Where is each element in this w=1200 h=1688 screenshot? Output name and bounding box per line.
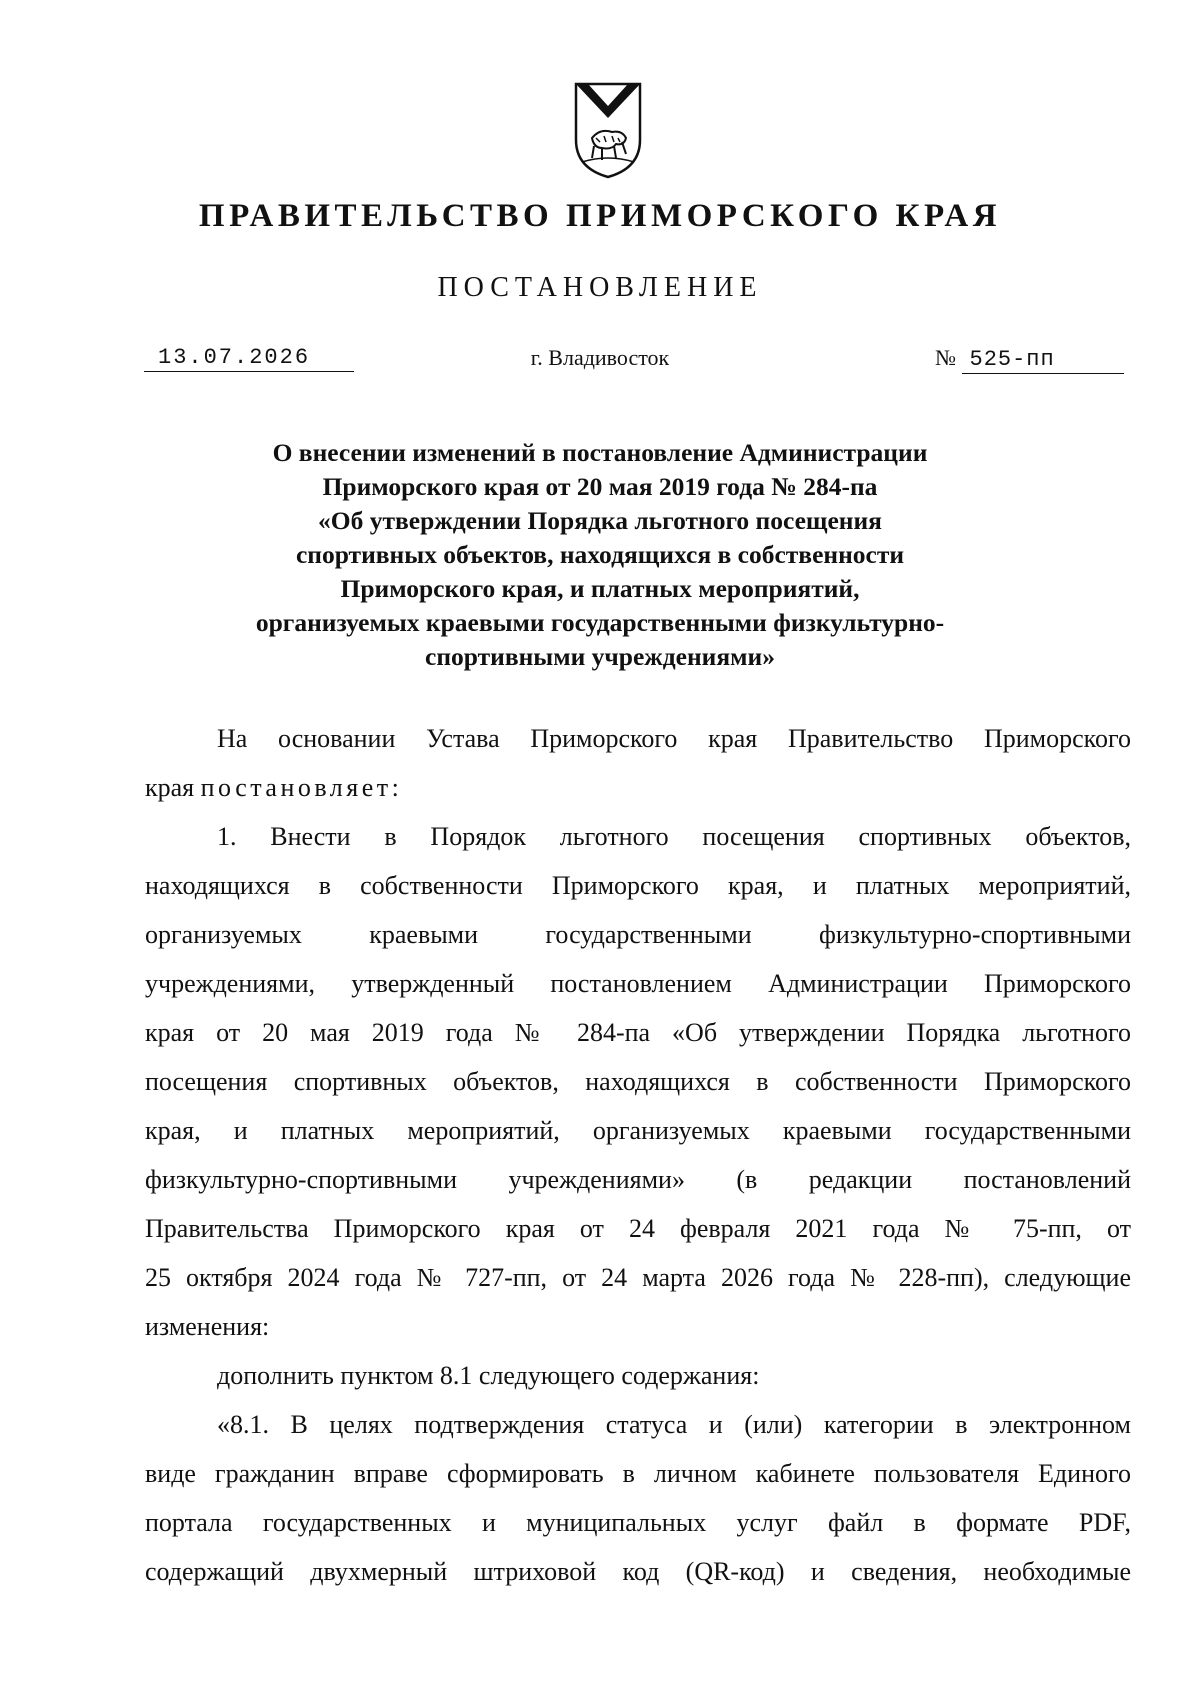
item-8-1-line: содержащий двухмерный штриховой код (QR-код) и сведения, необходимые — [145, 1557, 1131, 1586]
decree-word: постановляет: — [200, 773, 403, 802]
subject-line: спортивных объектов, находящихся в собственности — [295, 540, 905, 569]
document-city: г. Владивосток — [530, 345, 670, 370]
preamble-line: На основании Устава Приморского края Правительство Приморского — [217, 724, 1131, 753]
document-number-block — [935, 345, 1124, 374]
document-date: 13.07.2026 — [144, 345, 354, 372]
item-1-line: Правительства Приморского края от 24 февраля 2021 года № 75-пп, от — [145, 1214, 1131, 1243]
item-1-line: организуемых краевыми государственными физкультурно-спортивными — [145, 920, 1131, 949]
subject-line: Приморского края от 20 мая 2019 года № 284-па — [322, 472, 878, 501]
item-1-line: 25 октября 2024 года № 727-пп, от 24 марта 2026 года № 228-пп), следующие — [145, 1263, 1131, 1292]
item-1-line: края, и платных мероприятий, организуемых краевыми государственными — [145, 1116, 1131, 1145]
subject-line: О внесении изменений в постановление Администрации — [272, 438, 928, 467]
item-1-line: края от 20 мая 2019 года № 284-па «Об утверждении Порядка льготного — [145, 1018, 1131, 1047]
item-1-line: учреждениями, утвержденный постановлением Администрации Приморского — [145, 969, 1131, 998]
preamble-line — [145, 763, 1131, 812]
document-type: ПОСТАНОВЛЕНИЕ — [437, 272, 763, 303]
document-subject — [180, 436, 1020, 674]
item-1-line: изменения: — [145, 1312, 270, 1341]
supplement-line: дополнить пунктом 8.1 следующего содержания: — [217, 1361, 760, 1390]
coat-of-arms-emblem — [572, 80, 644, 180]
item-1-line: 1. Внести в Порядок льготного посещения спортивных объектов, — [217, 822, 1131, 851]
government-title: ПРАВИТЕЛЬСТВО ПРИМОРСКОГО КРАЯ — [198, 198, 1002, 234]
subject-line: Приморского края, и платных мероприятий, — [340, 574, 860, 603]
item-8-1-line: виде гражданин вправе сформировать в личном кабинете пользователя Единого — [145, 1459, 1131, 1488]
document-number: 525-пп — [962, 347, 1124, 374]
item-1-line: физкультурно-спортивными учреждениями» (в редакции постановлений — [145, 1165, 1131, 1194]
document-body — [145, 714, 1131, 1596]
subject-line: организуемых краевыми государственными физкультурно- — [255, 608, 945, 637]
item-1-line: посещения спортивных объектов, находящихся в собственности Приморского — [145, 1067, 1131, 1096]
subject-line: спортивными учреждениями» — [425, 642, 775, 671]
item-8-1-line: «8.1. В целях подтверждения статуса и (или) категории в электронном — [217, 1410, 1131, 1439]
preamble-word: края — [145, 773, 195, 802]
subject-line: «Об утверждении Порядка льготного посещения — [318, 506, 882, 535]
item-1-line: находящихся в собственности Приморского края, и платных мероприятий, — [145, 871, 1131, 900]
number-sign: № — [935, 345, 956, 370]
item-8-1-line: портала государственных и муниципальных услуг файл в формате PDF, — [145, 1508, 1131, 1537]
